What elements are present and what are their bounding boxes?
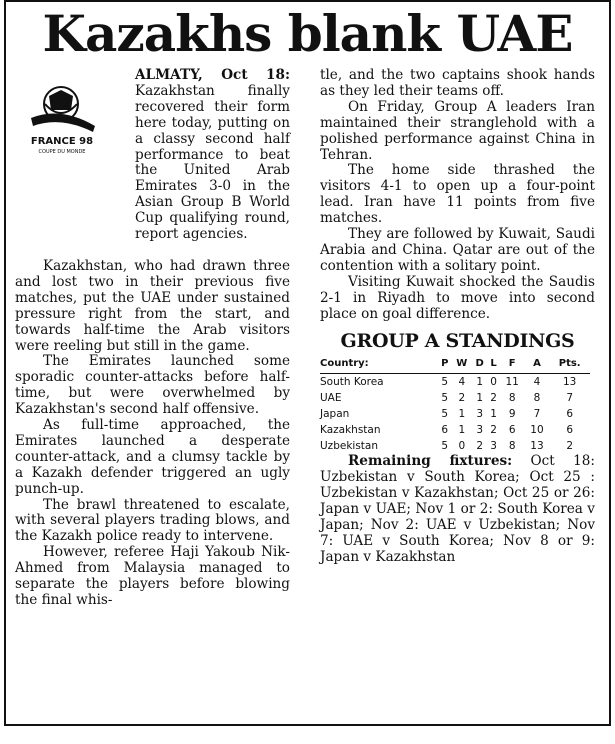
cell: 1 (490, 408, 497, 421)
table-row (320, 406, 590, 422)
paragraph: Visiting Kuwait shocked the Saudis 2-1 in Riyadh to move into second place on goal difference. (320, 273, 595, 322)
cell: 2 (566, 440, 574, 453)
lead-text: Kazakhstan finally recovered their form here today, putting on a classy second half performance to beat the United Arab Emirates 3-0 in the Asian Group B World Cup qualifying round, report agencies. (135, 82, 290, 243)
logo-subtext: COUPE DU MONDE (38, 149, 86, 155)
header-cell: Pts. (549, 355, 590, 374)
cell: 2 (458, 392, 466, 405)
table-row (320, 438, 590, 454)
cell: 5 (441, 408, 449, 421)
cell: 5 (441, 392, 449, 405)
cell: 3 (476, 408, 484, 421)
header-cell: W (452, 355, 472, 374)
paragraph: As full-time approached, the Emirates launched a desperate counter-attack, and a clumsy tackle by a Kazakh defender triggered an ugly punch-up. (15, 417, 290, 497)
paragraph: They are followed by Kuwait, Saudi Arabia and China. Qatar are out of the contention with a solitary point. (320, 226, 595, 274)
standings-title: GROUP A STANDINGS (340, 329, 575, 352)
cell: Japan (320, 408, 350, 421)
cell: 3 (476, 424, 484, 437)
cell: 4 (458, 376, 466, 389)
cell: 6 (566, 424, 574, 437)
paragraph: The brawl threatened to escalate, with several players trading blows, and the Kazakh police ready to intervene. (15, 496, 290, 545)
paragraph: On Friday, Group A leaders Iran maintained their stranglehold with a polished performance against China in Tehran. (320, 98, 595, 163)
cell: Uzbekistan (320, 440, 378, 453)
headline: Kazakhs blank UAE (42, 4, 573, 63)
cell: 6 (566, 408, 574, 421)
paragraph: However, referee Haji Yakoub Nik-Ahmed from Malaysia managed to separate the players before blowing the final whis- (15, 544, 290, 608)
cell: 1 (476, 376, 484, 389)
cell: 7 (533, 408, 541, 421)
cell: 6 (508, 424, 516, 437)
cell: 9 (508, 408, 516, 421)
cell: 5 (441, 376, 449, 389)
cell: UAE (320, 392, 342, 405)
table-row (320, 422, 590, 438)
cell: 1 (458, 424, 466, 437)
paragraph: tle, and the two captains shook hands as they led their teams off. (320, 67, 595, 99)
cell: 7 (566, 392, 574, 405)
cell: 0 (490, 376, 497, 389)
cell: 6 (441, 424, 449, 437)
column-2 (320, 68, 595, 566)
table-row (320, 390, 590, 406)
cell: 13 (530, 440, 544, 453)
header-cell: F (500, 355, 525, 374)
cell: 1 (476, 392, 484, 405)
paragraph-lead (15, 68, 290, 243)
cell: 2 (490, 392, 497, 405)
cell: 4 (533, 376, 541, 389)
cell: 0 (458, 440, 466, 453)
cell: 11 (505, 376, 519, 389)
cell: 8 (533, 392, 541, 405)
cell: 1 (458, 408, 466, 421)
column-1 (15, 68, 290, 609)
cell: 13 (563, 376, 577, 389)
cell: 3 (490, 440, 497, 453)
standings-table (320, 355, 590, 455)
header-cell: A (525, 355, 550, 374)
paragraph: The Emirates launched some sporadic counter-attacks before half-time, but were overwhelmed by Kazakhstan's second half offensive. (15, 353, 290, 418)
header-cell: Country: (320, 355, 438, 374)
cell: 5 (441, 440, 449, 453)
cell: 8 (508, 440, 516, 453)
header-cell: P (438, 355, 452, 374)
header-cell: D (472, 355, 487, 374)
standings-header-row (320, 355, 590, 374)
remaining-fixtures-text: Oct 18: Uzbekistan v South Korea; Oct 25 : Uzbekistan v Kazakhstan; Oct 25 or 26: Japan v UAE; Nov 1 or 2: South Korea v Japan; Nov 2: UAE v Uzbekistan; Nov 7: UAE v South Korea; Nov 8 or 9: Japan v Kazakhstan (320, 453, 595, 565)
header-cell: L (487, 355, 499, 374)
table-row (320, 374, 590, 391)
paragraph: The home side thrashed the visitors 4-1 to open up a four-point lead. Iran have 11 points from five matches. (320, 162, 595, 227)
cell: Kazakhstan (320, 424, 381, 437)
cell: 10 (530, 424, 544, 437)
cell: South Korea (320, 376, 384, 389)
cell: 8 (508, 392, 516, 405)
paragraph: Kazakhstan, who had drawn three and lost two in their previous five matches, put the UAE under sustained pressure right from the start, and towards half-time the Arab visitors were reeling but still in the game. (15, 257, 290, 354)
cell: 2 (476, 440, 484, 453)
logo-text: FRANCE 98 (30, 136, 94, 147)
dateline: ALMATY, Oct 18: (135, 67, 290, 83)
remaining-fixtures-label: Remaining fixtures: (348, 453, 513, 470)
remaining-fixtures (320, 454, 595, 565)
cell: 2 (490, 424, 497, 437)
